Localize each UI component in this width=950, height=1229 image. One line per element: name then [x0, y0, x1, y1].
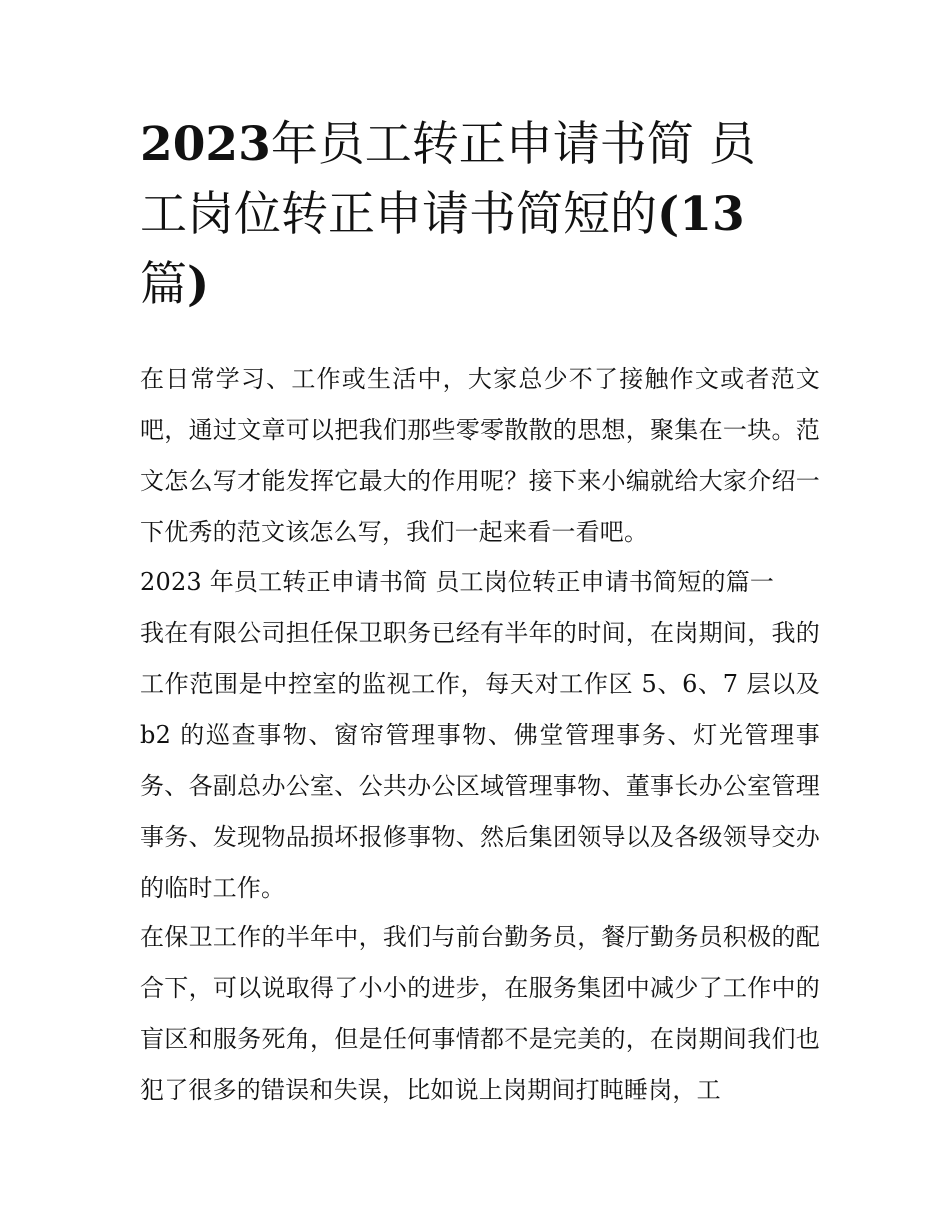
title-line2-text: 工岗位转正申请书简短的 [140, 187, 657, 242]
title-line2-num: (13 [657, 187, 745, 242]
section-heading: 2023 年员工转正申请书简 员工岗位转正申请书简短的篇一 [140, 568, 775, 596]
title-year: 2023 [140, 117, 271, 172]
document-title [140, 110, 820, 320]
title-line3-text: 篇 [140, 257, 187, 312]
intro-block [140, 354, 820, 558]
paragraph-2-block [140, 912, 820, 1116]
title-line3-num: ) [187, 257, 210, 312]
title-line1-text: 年员工转正申请书简 员 [270, 117, 756, 172]
section-heading-block [140, 557, 820, 608]
body-paragraph-1: 我在有限公司担任保卫职务已经有半年的时间，在岗期间，我的工作范围是中控室的监视工作，每天对工作区 5、6、7 层以及 b2 的巡查事物、窗帘管理事物、佛堂管理事务、灯光管理事务、各副总办公室、公共办公区域管理事物、董事长办公室管理事务、发现物品损坏报修事物、然后集团领导以及各级领导交办的临时工作。 [140, 619, 820, 902]
paragraph-1-block [140, 608, 820, 914]
body-paragraph-2: 在保卫工作的半年中，我们与前台勤务员，餐厅勤务员积极的配合下，可以说取得了小小的进步，在服务集团中减少了工作中的盲区和服务死角，但是任何事情都不是完美的，在岗期间我们也犯了很多的错误和失误，比如说上岗期间打盹睡岗，工 [140, 923, 820, 1104]
intro-paragraph: 在日常学习、工作或生活中，大家总少不了接触作文或者范文吧，通过文章可以把我们那些零零散散的思想，聚集在一块。范文怎么写才能发挥它最大的作用呢？接下来小编就给大家介绍一下优秀的范文该怎么写，我们一起来看一看吧。 [140, 365, 820, 546]
